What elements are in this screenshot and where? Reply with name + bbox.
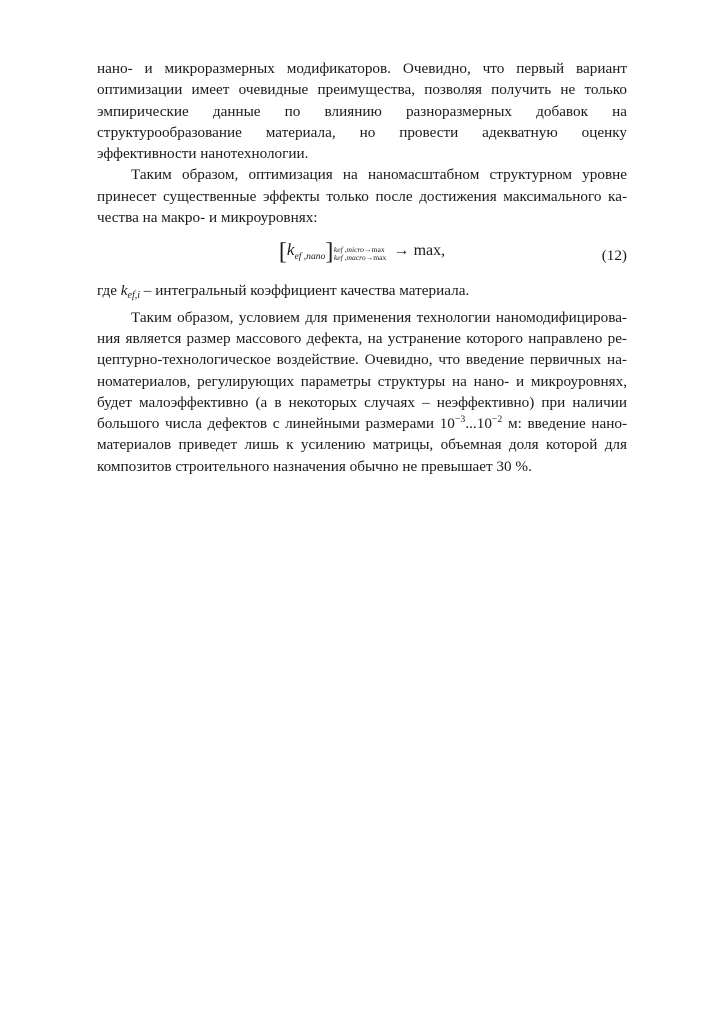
paragraph-3-line-6-before: большого числа дефектов с линейными размерами 10	[97, 415, 455, 433]
formula-row	[97, 234, 627, 278]
paragraph-3-line-7: материалов приведет лишь к усилению матрицы, объемная доля которой для	[97, 436, 627, 454]
formula-limit-bottom-arrow: →	[365, 253, 374, 263]
paragraph-3-line-6-middle: ...10	[465, 415, 492, 433]
formula-limits	[334, 246, 386, 263]
formula-limit-top-subscript: ef ,micro	[337, 244, 364, 254]
paragraph-3	[97, 307, 627, 477]
formula-result: max	[413, 242, 442, 260]
exponent-minus-three: −3	[454, 414, 466, 426]
formula-limit-bottom-subscript: ef ,macro	[337, 253, 366, 263]
paragraph-3-line-6-after: м: введение нано-	[502, 415, 627, 433]
formula-note-prefix: где	[97, 282, 121, 300]
paragraph-1-line-4: структурообразование материала, но провести адекватную оценку	[97, 123, 627, 141]
formula-note-text: – интегральный коэффициент качества материала.	[140, 282, 470, 300]
paragraph-3-line-8: композитов строительного назначения обычно не превышает 30 %.	[97, 457, 532, 475]
paragraph-2-line-1: Таким образом, оптимизация на наномасштабном структурном уровне	[131, 166, 627, 184]
paragraph-2-line-3: чества на макро- и микроуровнях:	[97, 209, 318, 227]
formula-note-symbol: k	[120, 282, 128, 300]
formula-bracket-open: [	[278, 239, 287, 266]
paragraph-1-line-2: оптимизации имеет очевидные преимущества, позволяя получить не только	[97, 81, 627, 99]
formula-limit-top-symbol: k	[333, 244, 338, 254]
paragraph-3-line-3: цептурно-технологическое воздействие. Очевидно, что введение первичных на-	[97, 351, 627, 369]
paragraph-3-line-4: номатериалов, регулирующих параметры структуры на нано- и микроуровнях,	[97, 372, 627, 390]
paragraph-3-line-6	[97, 413, 627, 434]
paragraph-3-line-2: ния является размер массового дефекта, на устранение которого направлено ре-	[97, 329, 627, 347]
paragraph-1	[97, 58, 627, 164]
formula-number: (12)	[601, 247, 627, 265]
formula-12	[97, 239, 627, 266]
formula-arrow: →	[393, 242, 410, 260]
exponent-minus-two: −2	[491, 414, 503, 426]
formula-base-subscript: ef ,nano	[294, 251, 326, 263]
formula-limit-top-value: max	[371, 244, 385, 254]
formula-trailing-comma: ,	[441, 242, 446, 260]
formula-limit-top-arrow: →	[363, 244, 372, 254]
paragraph-1-line-5: эффективности нанотехнологии.	[97, 145, 309, 163]
formula-limit-bottom-value: max	[373, 253, 387, 263]
formula-limit-bottom	[334, 254, 386, 262]
formula-bracket-close: ]	[325, 239, 334, 266]
text-block	[97, 58, 627, 477]
paragraph-1-line-1: нано- и микроразмерных модификаторов. Очевидно, что первый вариант	[97, 60, 627, 77]
paragraph-3-line-1: Таким образом, условием для применения технологии наномодифицирова-	[131, 308, 627, 326]
paragraph-3-line-5: будет малоэффективно (а в некоторых случаях – неэффективно) при наличии	[97, 393, 627, 411]
paragraph-2	[97, 164, 627, 228]
formula-base-symbol: k	[286, 240, 295, 260]
paragraph-2-line-2: принесет существенные эффекты только после достижения максимального ка-	[97, 187, 627, 205]
paragraph-1-line-3: эмпирические данные по влиянию разноразмерных добавок на	[97, 102, 627, 120]
formula-note	[97, 280, 627, 306]
formula-note-subscript: ef,i	[127, 290, 140, 302]
formula-limit-bottom-symbol: k	[333, 253, 338, 263]
